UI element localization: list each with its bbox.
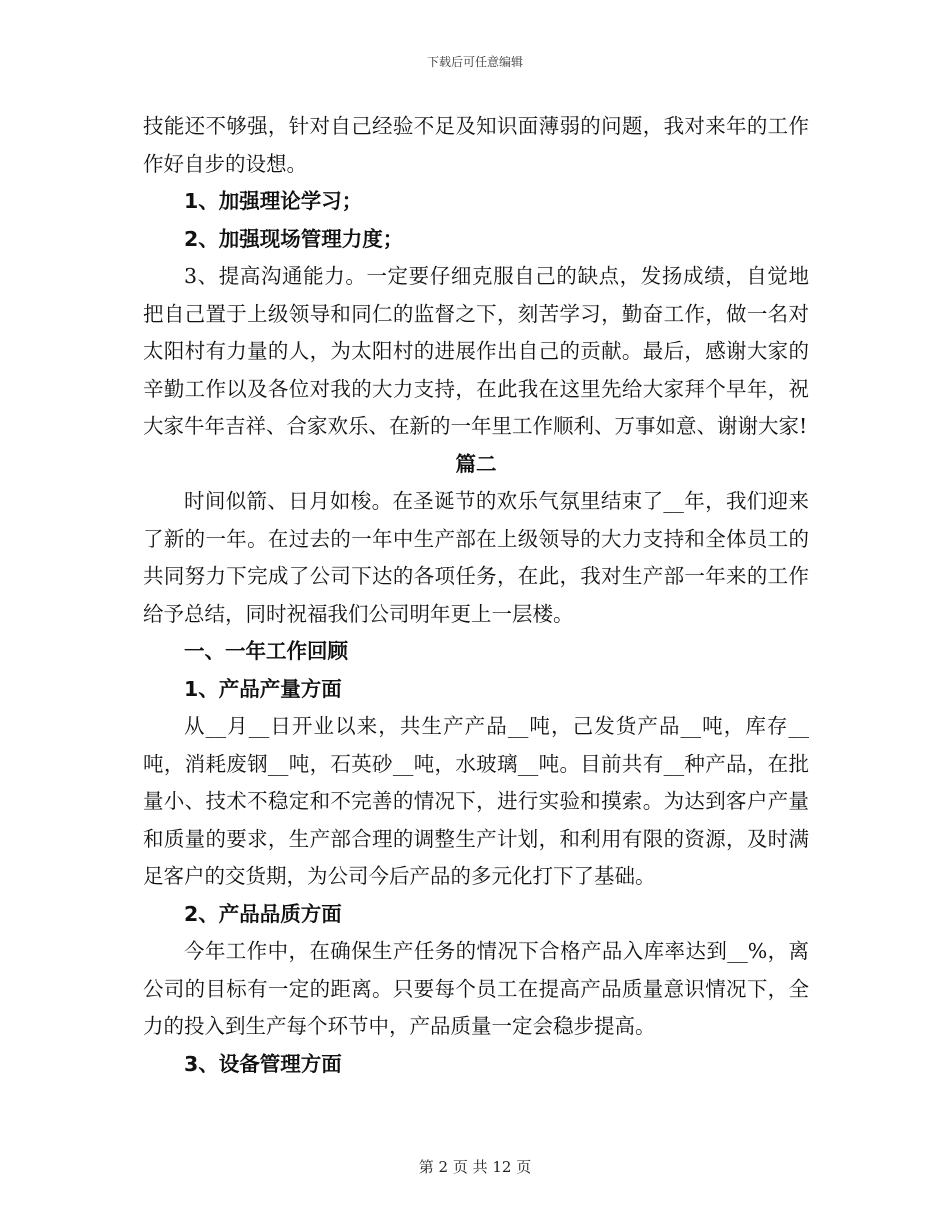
list-item-heading: 2、加强现场管理力度； — [184, 226, 404, 251]
section-heading: 一、一年工作回顾 — [184, 639, 348, 663]
subsection-heading: 2、产品品质方面 — [184, 901, 342, 926]
subsection-heading: 1、产品产量方面 — [184, 676, 342, 701]
page-header-note: 下载后可任意编辑 — [426, 55, 523, 69]
paragraph: 技能还不够强，针对自己经验不足及知识面薄弱的问题，我对来年的工作作好自步的设想。 — [143, 114, 809, 176]
paragraph: 3、提高沟通能力。一定要仔细克服自己的缺点，发扬成绩，自觉地把自己置于上级领导和同仁的监督之下，刻苦学习，勤奋工作，做一名对太阳村有力量的人，为太阳村的进展作出自己的贡献。最后，感谢大家的辛勤工作以及各位对我的大力支持，在此我在这里先给大家拜个早年，祝大家牛年吉祥、合家欢乐、在新的一年里工作顺利、万事如意、谢谢大家! — [143, 264, 809, 438]
document-body — [143, 108, 809, 1083]
paragraph: 今年工作中，在确保生产任务的情况下合格产品入库率达到__%，离公司的目标有一定的距离。只要每个员工在提高产品质量意识情况下，全力的投入到生产每个环节中，产品质量一定会稳步提高。 — [143, 939, 809, 1038]
paragraph: 时间似箭、日月如梭。在圣诞节的欢乐气氛里结束了__年，我们迎来了新的一年。在过去的一年中生产部在上级领导的大力支持和全体员工的共同努力下完成了公司下达的各项任务，在此，我对生产部一年来的工作给予总结，同时祝福我们公司明年更上一层楼。 — [143, 489, 809, 626]
subsection-heading: 3、设备管理方面 — [184, 1051, 342, 1076]
page-footer-indicator: 第 2 页 共 12 页 — [418, 1158, 532, 1176]
list-item-heading: 1、加强理论学习； — [184, 189, 363, 213]
section-title: 篇二 — [455, 451, 497, 476]
paragraph: 从__月__日开业以来，共生产产品__吨，己发货产品__吨，库存__吨，消耗废钢__吨，石英砂__吨，水玻璃__吨。目前共有__种产品，在批量小、技术不稳定和不完善的情况下，进行实验和摸索。为达到客户产量和质量的要求，生产部合理的调整生产计划，和利用有限的资源，及时满足客户的交货期，为公司今后产品的多元化打下了基础。 — [143, 714, 809, 888]
